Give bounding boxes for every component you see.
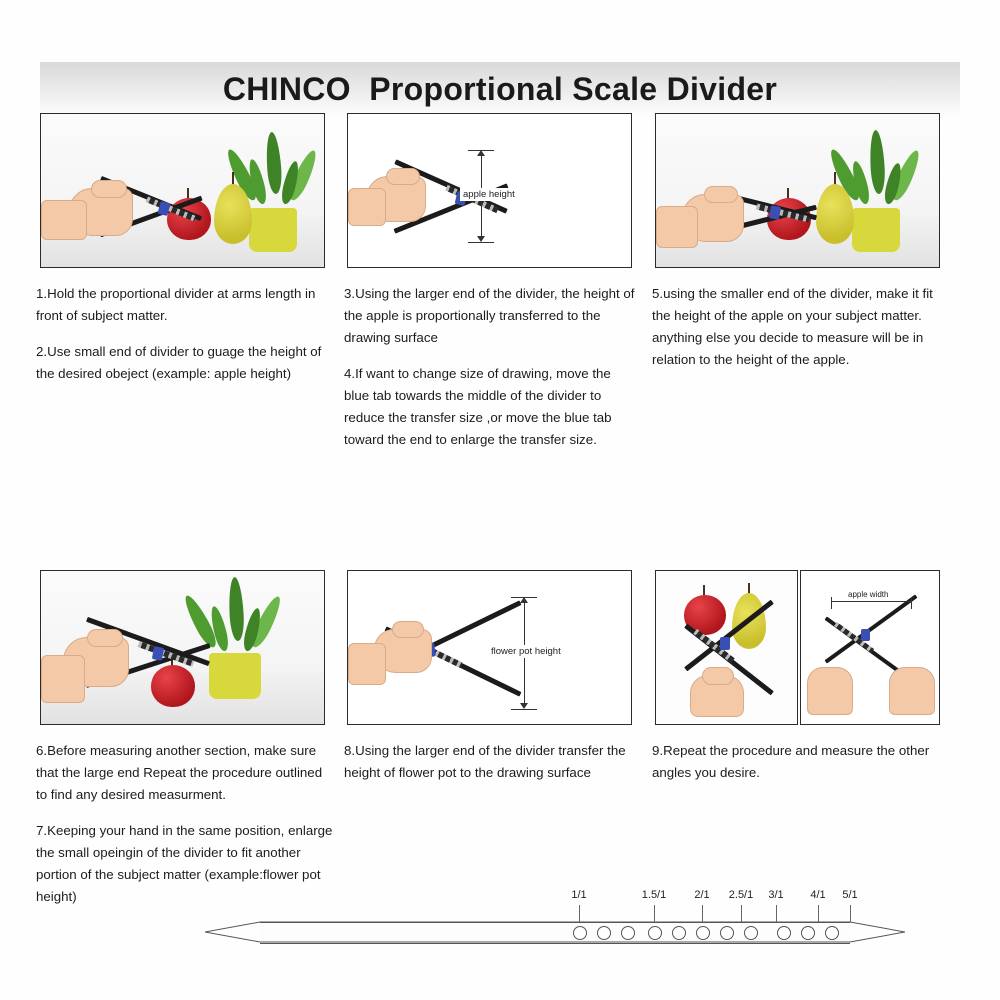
scale-hole[interactable] (777, 926, 791, 940)
hand-wrist (41, 200, 87, 240)
hand-finger (87, 629, 123, 647)
hand-left (807, 667, 853, 715)
measure-label: apple height (460, 188, 518, 201)
divider-outline (205, 905, 905, 957)
panel-4-caption (36, 740, 334, 908)
ratio-label: 5/1 (842, 889, 858, 901)
panel-6-caption (652, 740, 947, 784)
scale-hole[interactable] (801, 926, 815, 940)
apple (151, 665, 195, 707)
scale-hole[interactable] (672, 926, 686, 940)
measure-tick-top (511, 597, 537, 598)
flower-pot (209, 653, 261, 699)
hand-wrist (348, 188, 386, 226)
scale-hole[interactable] (825, 926, 839, 940)
ratio-tick (850, 905, 851, 922)
ratio-tick (818, 905, 819, 922)
hand-finger (702, 667, 734, 685)
ratio-tick (579, 905, 580, 922)
scale-hole[interactable] (720, 926, 734, 940)
flower-pot (249, 208, 297, 252)
scale-hole[interactable] (597, 926, 611, 940)
caption-text: 4.If want to change size of drawing, move the blue tab towards the middle of the divider to reduce the transfer size ,or move the blue tab toward the end to enlarge the transfer size. (344, 366, 612, 447)
measure-tick-bottom (468, 242, 494, 243)
hand-finger (91, 180, 127, 198)
panel-4-image (40, 570, 325, 725)
ratio-label: 4/1 (810, 889, 826, 901)
measure-span-right-tick (911, 597, 912, 609)
panel-2-image (347, 113, 632, 268)
scale-hole[interactable] (696, 926, 710, 940)
flower-pot (852, 208, 900, 252)
ratio-label: 2/1 (694, 889, 710, 901)
measure-label: flower pot height (488, 645, 564, 658)
scale-hole[interactable] (648, 926, 662, 940)
hand-finger (392, 621, 424, 638)
ratio-tick (741, 905, 742, 922)
measure-label: apple width (845, 589, 891, 600)
ratio-label: 3/1 (768, 889, 784, 901)
scale-hole[interactable] (621, 926, 635, 940)
panel-6-image-right (800, 570, 940, 725)
hand-wrist (656, 206, 698, 248)
panel-2-caption (344, 283, 636, 451)
page-title: CHINCO Proportional Scale Divider (222, 71, 778, 107)
caption-text: 5.using the smaller end of the divider, make it fit the height of the apple on your subject matter. anything else you decide to measure will be in relation to the height of the apple. (652, 286, 933, 367)
measure-span-line (831, 601, 911, 602)
hand-right (889, 667, 935, 715)
caption-text: 2.Use small end of divider to guage the height of the desired obeject (example: apple height) (36, 344, 322, 381)
panel-5-image (347, 570, 632, 725)
panel-1-caption (36, 283, 326, 385)
caption-text: 9.Repeat the procedure and measure the other angles you desire. (652, 743, 930, 780)
title-banner (40, 62, 960, 118)
divider-pivot-tab (861, 629, 870, 641)
panel-3-image (655, 113, 940, 268)
hand-finger (704, 186, 738, 203)
measure-tick-bottom (511, 709, 537, 710)
ratio-tick (702, 905, 703, 922)
proportional-divider-diagram (205, 889, 905, 957)
ratio-tick (776, 905, 777, 922)
ratio-label: 2.5/1 (728, 889, 754, 901)
caption-text: 8.Using the larger end of the divider transfer the height of flower pot to the drawing surface (344, 743, 626, 780)
scale-hole[interactable] (744, 926, 758, 940)
ratio-tick (654, 905, 655, 922)
caption-text: 1.Hold the proportional divider at arms length in front of subject matter. (36, 286, 316, 323)
hand-finger (386, 168, 420, 185)
caption-text: 7.Keeping your hand in the same position, enlarge the small opeingin of the divider to fit another portion of the subject matter (example:flower pot height) (36, 823, 333, 904)
caption-text: 3.Using the larger end of the divider, the height of the apple is proportionally transferred to the drawing surface (344, 286, 635, 345)
measure-tick-top (468, 150, 494, 151)
hand-wrist (41, 655, 85, 703)
divider-pivot-tab (720, 637, 730, 650)
panel-5-caption (344, 740, 629, 784)
ratio-label: 1/1 (571, 889, 587, 901)
scale-hole[interactable] (573, 926, 587, 940)
panel-3-caption (652, 283, 947, 371)
hand-wrist (348, 643, 386, 685)
panel-1-image (40, 113, 325, 268)
caption-text: 6.Before measuring another section, make sure that the large end Repeat the procedure outlined to find any desired measurment. (36, 743, 323, 802)
panel-6-image-left (655, 570, 798, 725)
ratio-label: 1.5/1 (641, 889, 667, 901)
measure-span-left-tick (831, 597, 832, 609)
